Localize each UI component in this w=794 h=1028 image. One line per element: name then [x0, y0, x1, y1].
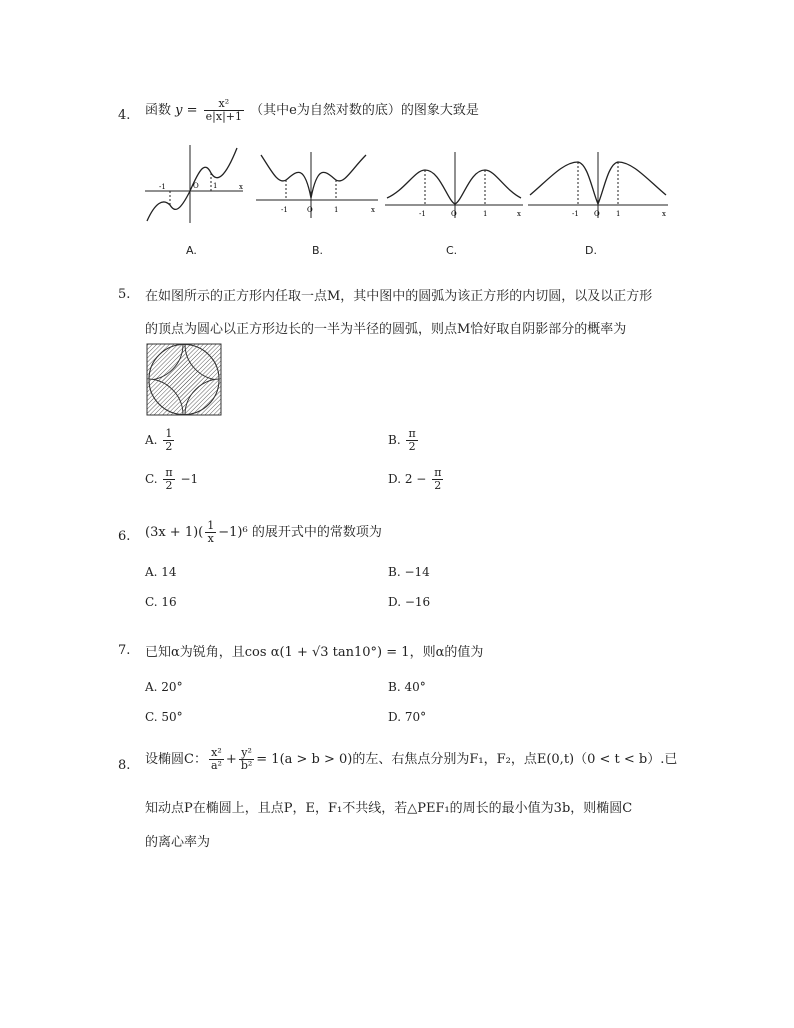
graph-a-tick-neg: -1	[159, 183, 166, 191]
q4-graph-d	[528, 150, 670, 220]
q7-option-a[interactable]: A. 20°	[145, 680, 183, 694]
q5-d-den: 2	[434, 479, 442, 492]
q4-stem	[145, 98, 479, 123]
q6-option-d[interactable]: D. −16	[388, 595, 431, 609]
q5-option-a[interactable]	[145, 428, 176, 453]
graph-d-tick-neg: -1	[572, 210, 579, 218]
q5-d-head: 2 −	[404, 472, 427, 486]
q5-c-frac	[163, 467, 174, 492]
q8-f1-num: x²	[209, 747, 224, 760]
q5-b-den: 2	[408, 440, 416, 453]
q5-c-den: 2	[165, 479, 173, 492]
q4-suffix: （其中e为自然对数的底）的图象大致是	[250, 103, 479, 118]
q4-frac-den: e|x|+1	[205, 110, 243, 123]
q7-expr: cos α(1 + √3 tan10°) = 1	[244, 645, 410, 660]
q4-number: 4.	[118, 108, 131, 123]
q4-option-a[interactable]: A.	[186, 244, 197, 257]
q6-number: 6.	[118, 529, 131, 544]
q5-line2: 的顶点为圆心以正方形边长的一半为半径的圆弧，则点M恰好取自阴影部分的概率为	[145, 322, 627, 337]
q6-frac	[205, 520, 216, 545]
q5-b-num: π	[408, 427, 416, 440]
q7-number: 7.	[118, 643, 131, 658]
q8-f1-den: a²	[210, 759, 222, 772]
q8-eq: = 1(a > b > 0)	[256, 752, 353, 767]
q5-c-tail: −1	[180, 472, 199, 486]
q5-square-figure	[145, 343, 223, 416]
graph-a-origin: O	[193, 182, 199, 190]
q5-c-label: C.	[145, 472, 158, 486]
q4-prefix: 函数	[145, 103, 172, 118]
q6-option-b[interactable]: B. −14	[388, 565, 430, 579]
q5-a-den: 2	[165, 440, 173, 453]
q4-frac-num: x²	[204, 98, 244, 111]
q5-a-label: A.	[145, 433, 158, 447]
q5-a-frac	[163, 428, 174, 453]
q5-a-num: 1	[165, 427, 173, 440]
graph-a-x: x	[239, 183, 243, 191]
graph-c-tick-neg: -1	[419, 210, 426, 218]
q7-text-a: 已知α为锐角，且	[145, 645, 245, 660]
q4-graph-c	[385, 150, 525, 220]
q7-option-b[interactable]: B. 40°	[388, 680, 426, 694]
q5-option-b[interactable]	[388, 428, 420, 453]
graph-c-tick-pos: 1	[483, 210, 488, 218]
q5-c-num: π	[165, 466, 173, 479]
q7-option-d[interactable]: D. 70°	[388, 710, 427, 724]
q4-option-d[interactable]: D.	[585, 244, 597, 257]
graph-b-tick-neg: -1	[281, 206, 288, 214]
q5-d-num: π	[434, 466, 442, 479]
q5-option-c[interactable]	[145, 467, 198, 492]
q5-b-label: B.	[388, 433, 401, 447]
q6-option-c[interactable]: C. 16	[145, 595, 177, 609]
q6-expr-head: (3x + 1)(	[145, 525, 204, 540]
q5-d-frac	[432, 467, 443, 492]
q8-number: 8.	[118, 758, 131, 773]
q4-fraction	[204, 98, 244, 123]
q6-text: 的展开式中的常数项为	[251, 525, 382, 540]
q8-line2: 知动点P在椭圆上，且点P，E，F₁不共线，若△PEF₁的周长的最小值为3b，则椭圆C	[145, 801, 633, 816]
q8-plus: +	[225, 752, 237, 767]
q8-frac1	[209, 747, 224, 772]
q4-func-lhs: y =	[175, 103, 198, 118]
q5-option-d[interactable]	[388, 467, 445, 492]
graph-c-x: x	[517, 210, 521, 218]
q6-expr-tail: −1)⁶	[218, 525, 248, 540]
q7-stem	[145, 641, 483, 660]
q4-option-b[interactable]: B.	[312, 244, 324, 257]
q8-text-b: 的左、右焦点分别为F₁，F₂，点E(0,t)（0 < t < b）.已	[352, 752, 678, 767]
q8-text-a: 设椭圆C：	[145, 752, 207, 767]
q4-graph-b	[256, 150, 381, 220]
q8-f2-den: b²	[240, 759, 253, 772]
graph-b-tick-pos: 1	[334, 206, 339, 214]
q5-line1: 在如图所示的正方形内任取一点M，其中图中的圆弧为该正方形的内切圆，以及以正方形	[145, 289, 653, 304]
q6-frac-num: 1	[207, 519, 215, 532]
q7-option-c[interactable]: C. 50°	[145, 710, 183, 724]
graph-b-origin: O	[307, 206, 313, 214]
q8-line3: 的离心率为	[145, 835, 211, 850]
graph-b-x: x	[371, 206, 375, 214]
q6-stem	[145, 520, 382, 545]
graph-a-tick-pos: 1	[213, 182, 218, 190]
q8-line1	[145, 747, 677, 772]
q6-option-a[interactable]: A. 14	[145, 565, 177, 579]
graph-d-origin: O	[594, 210, 600, 218]
q5-d-label: D.	[388, 472, 402, 486]
q5-b-frac	[406, 428, 417, 453]
q4-option-c[interactable]: C.	[446, 244, 458, 257]
q4-graph-a	[145, 143, 245, 225]
graph-d-x: x	[662, 210, 666, 218]
q7-text-b: ，则α的值为	[409, 645, 484, 660]
q5-number: 5.	[118, 287, 131, 302]
graph-c-origin: O	[451, 210, 457, 218]
q8-f2-num: y²	[239, 747, 254, 760]
q8-frac2	[239, 747, 254, 772]
graph-d-tick-pos: 1	[616, 210, 621, 218]
q6-frac-den: x	[207, 532, 214, 545]
